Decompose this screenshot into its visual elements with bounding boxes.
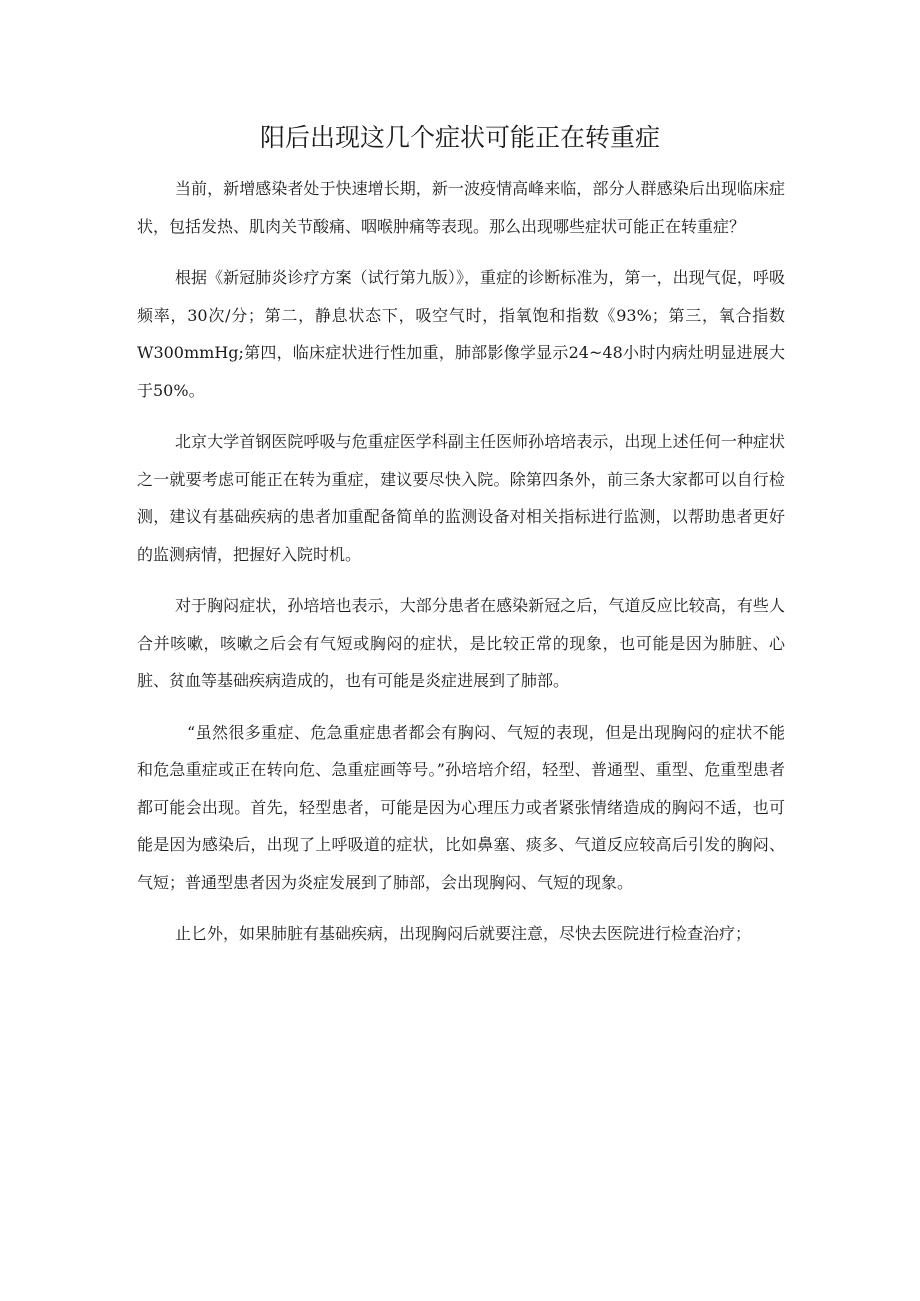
paragraph-diagnosis-criteria: 根据《新冠肺炎诊疗方案（试行第九版）》，重症的诊断标准为，第一，出现气促，呼吸频率，30次/分；第二，静息状态下，吸空气时，指氧饱和指数《93%；第三，氧合指数W300mmHg;第四，临床症状进行性加重，肺部影像学显示24~48小时内病灶明显进展大于50%。 bbox=[137, 268, 785, 400]
document-title: 阳后出现这几个症状可能正在转重症 bbox=[259, 123, 660, 152]
document-body bbox=[137, 170, 785, 967]
paragraph-additional: 止匕外，如果肺脏有基础疾病，出现胸闷后就要注意，尽快去医院进行检查治疗； bbox=[175, 924, 752, 943]
paragraph-quote: “虽然很多重症、危急重症患者都会有胸闷、气短的表现，但是出现胸闷的症状不能和危急重症或正在转向危、急重症画等号。”孙培培介绍，轻型、普通型、重型、危重型患者都可能会出现。首先，轻型患者，可能是因为心理压力或者紧张情绪造成的胸闷不适，也可能是因为感染后，出现了上呼吸道的症状，比如鼻塞、痰多、气道反应较高后引发的胸闷、气短；普通型患者因为炎症发展到了肺部，会出现胸闷、气短的现象。 bbox=[137, 722, 785, 892]
paragraph-intro: 当前，新增感染者处于快速增长期，新一波疫情高峰来临，部分人群感染后出现临床症状，包括发热、肌肉关节酸痛、咽喉肿痛等表现。那么出现哪些症状可能正在转重症？ bbox=[137, 179, 785, 236]
paragraph-expert-advice: 北京大学首钢医院呼吸与危重症医学科副主任医师孙培培表示，出现上述任何一种症状之一就要考虑可能正在转为重症，建议要尽快入院。除第四条外，前三条大家都可以自行检测，建议有基础疾病的患者加重配备简单的监测设备对相关指标进行监测，以帮助患者更好的监测病情，把握好入院时机。 bbox=[137, 432, 785, 564]
paragraph-chest-tightness: 对于胸闷症状，孙培培也表示，大部分患者在感染新冠之后，气道反应比较高，有些人合并咳嗽，咳嗽之后会有气短或胸闷的症状，是比较正常的现象，也可能是因为肺脏、心脏、贫血等基础疾病造成的，也有可能是炎症进展到了肺部。 bbox=[137, 596, 785, 690]
